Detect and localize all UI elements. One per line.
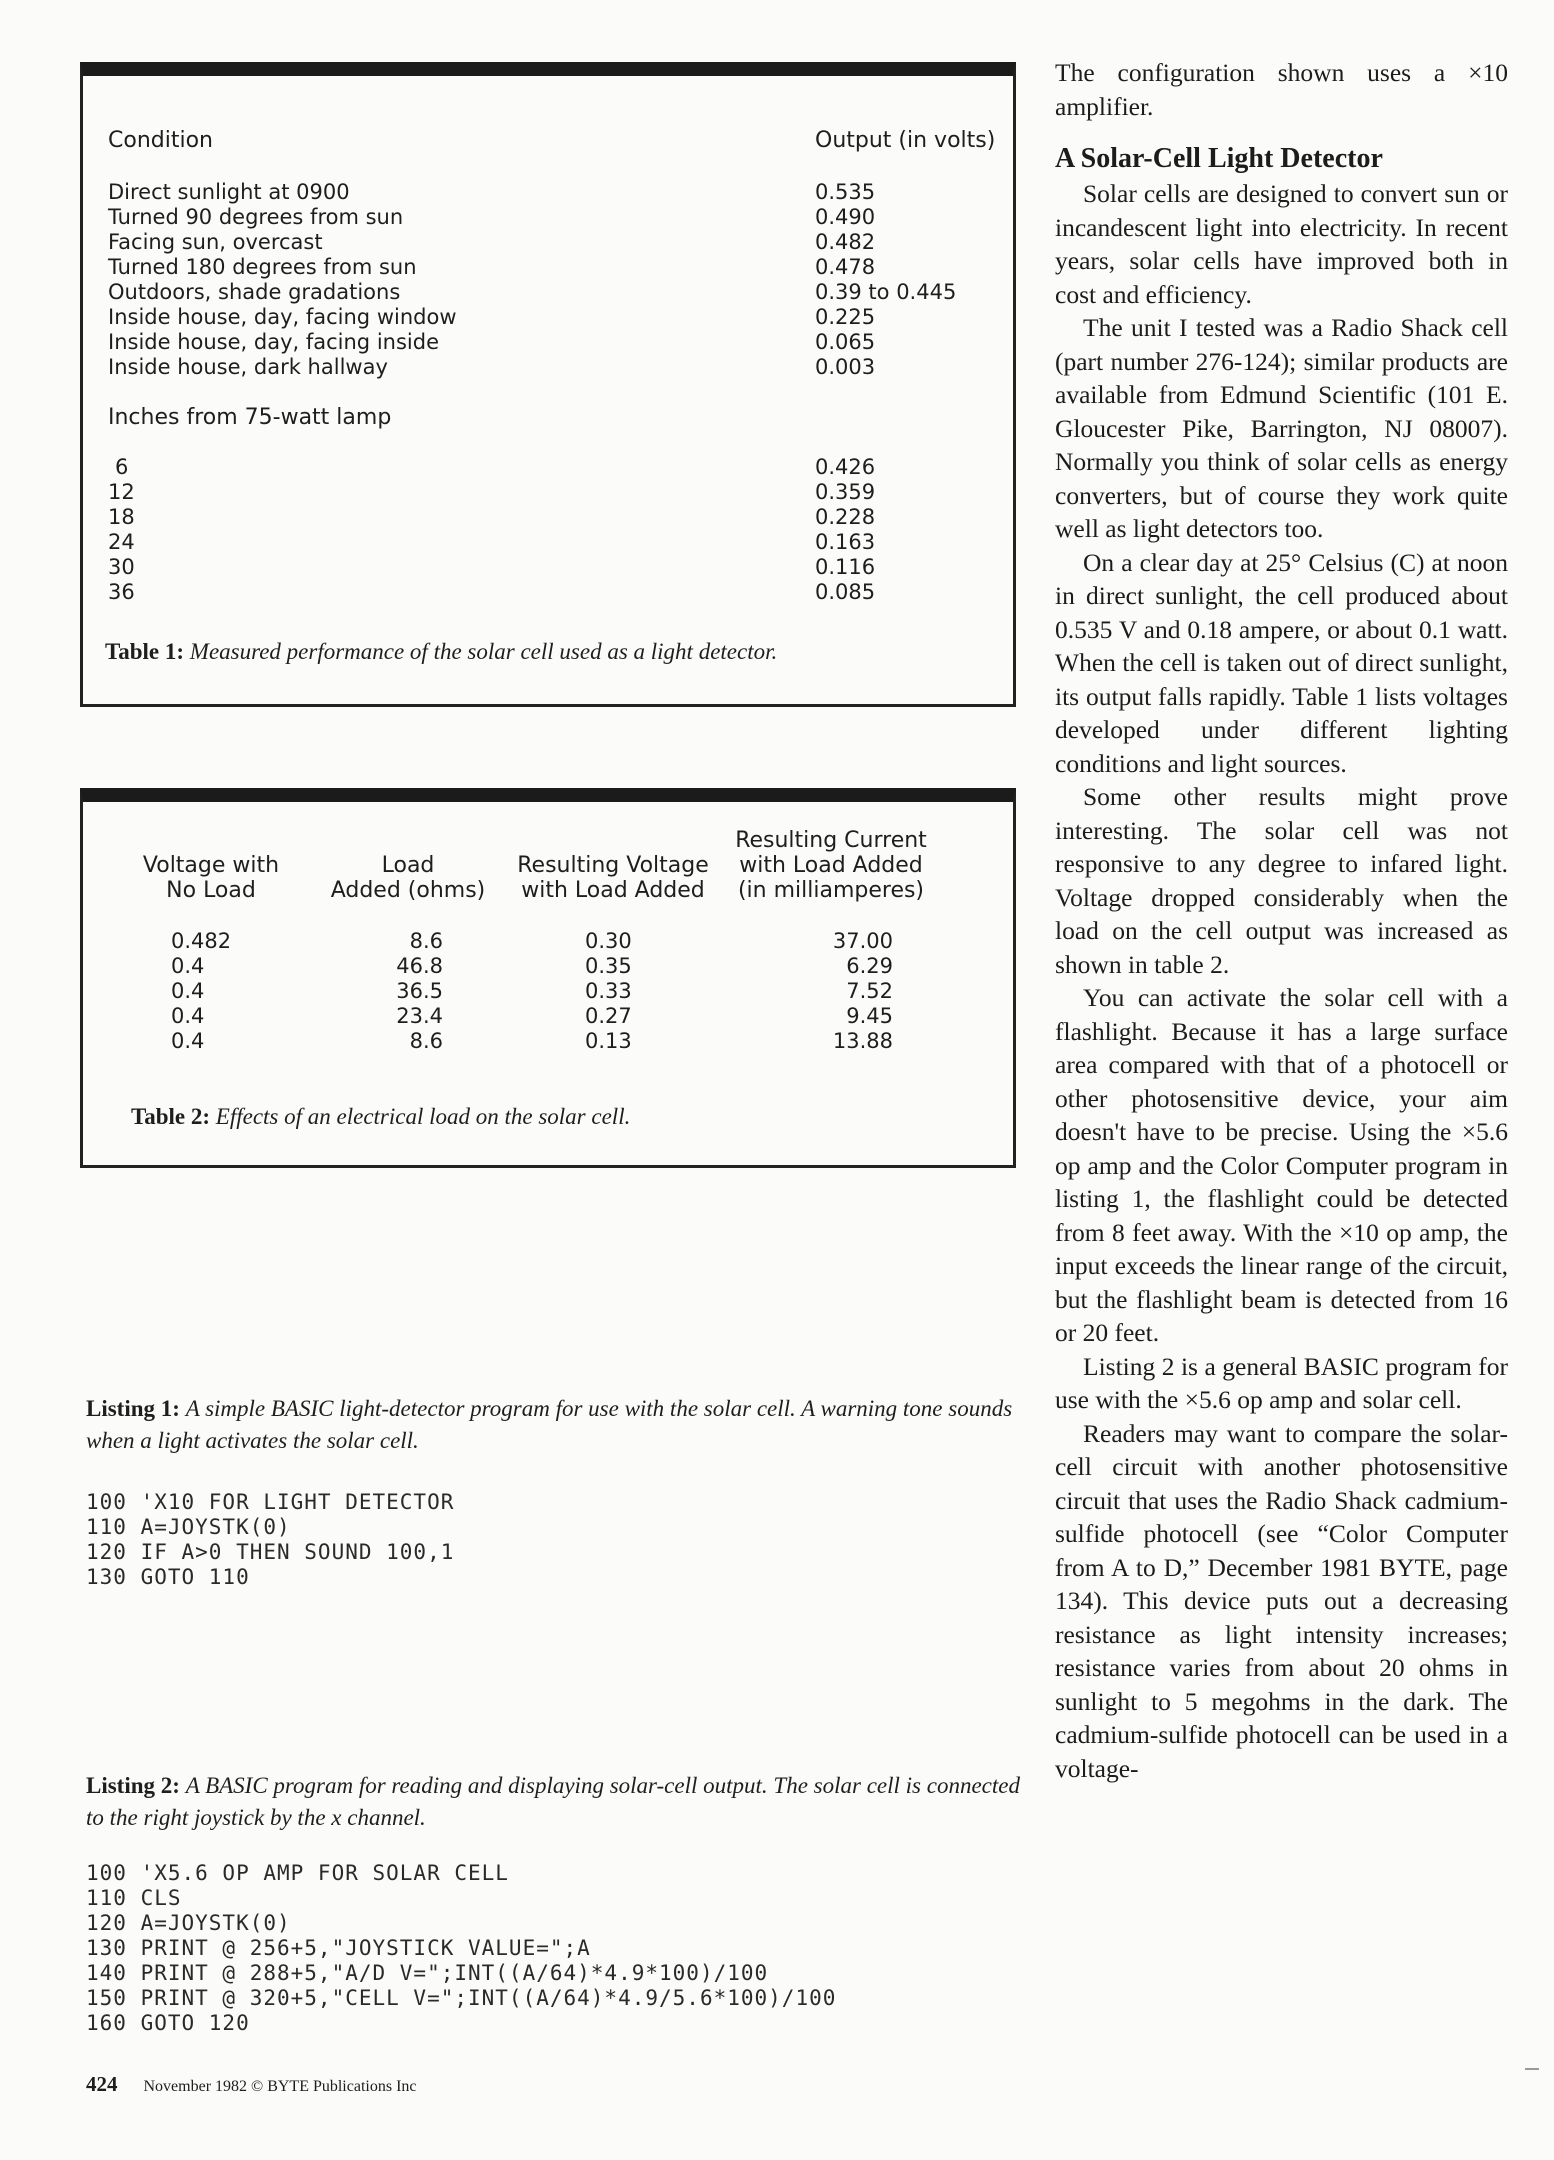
- t1-condition: Turned 90 degrees from sun: [108, 205, 404, 229]
- t1-inches: 24: [108, 530, 135, 554]
- t2-header-line: with Load Added: [521, 878, 705, 903]
- article-column: [1055, 56, 1508, 1785]
- t2-cell: 13.88: [832, 1029, 893, 1053]
- listing-2-code: 100 'X5.6 OP AMP FOR SOLAR CELL 110 CLS 120 A=JOYSTK(0) 130 PRINT @ 256+5,"JOYSTICK VALUE=";A 140 PRINT @ 288+5,"A/D V=";INT((A/64)*4.9*100)/100 150 PRINT @ 320+5,"CELL V=";INT((A/64)*4.9/5.6*100)/100 160 GOTO 120: [86, 1861, 837, 2035]
- margin-mark: [1525, 2068, 1539, 2070]
- t1-header-condition: Condition: [108, 128, 213, 153]
- caption-label: Table 1:: [105, 639, 185, 664]
- t2-header-line: No Load: [166, 878, 256, 903]
- t1-output: 0.478: [815, 255, 876, 279]
- listing-1-caption: [86, 1393, 1026, 1457]
- t2-cell: 0.27: [585, 1004, 632, 1028]
- t1-output: 0.065: [815, 330, 876, 354]
- t2-cell: 7.52: [846, 979, 893, 1003]
- t2-cell: 9.45: [846, 1004, 893, 1028]
- article-paragraph: Solar cells are designed to convert sun or incandescent light into electricity. In recent years, solar cells have improved both in cost and efficiency.: [1055, 179, 1508, 309]
- page-number: 424: [86, 2072, 118, 2096]
- article-paragraph: Some other results might prove interesting. The solar cell was not responsive to any degree to infared light. Voltage dropped considerably when the load on the cell output was increased as shown in table 2.: [1055, 782, 1508, 979]
- listing-1-code: 100 'X10 FOR LIGHT DETECTOR 110 A=JOYSTK(0) 120 IF A>0 THEN SOUND 100,1 130 GOTO 110: [86, 1490, 455, 1589]
- t2-cell: 0.4: [171, 1029, 205, 1053]
- t1-output: 0.225: [815, 305, 876, 329]
- t1-inches: 30: [108, 555, 135, 579]
- t1-header-output: Output (in volts): [815, 128, 996, 153]
- t1-output: 0.116: [815, 555, 876, 579]
- t2-cell: 0.4: [171, 954, 205, 978]
- t2-cell: 46.8: [396, 954, 443, 978]
- t2-cell: 0.4: [171, 979, 205, 1003]
- t2-cell: 0.30: [585, 929, 632, 953]
- listing-label: Listing 2:: [86, 1773, 180, 1798]
- t2-cell: 0.13: [585, 1029, 632, 1053]
- page-footer: [86, 2072, 417, 2097]
- t1-condition: Facing sun, overcast: [108, 230, 323, 254]
- t1-output: 0.482: [815, 230, 876, 254]
- listing-caption-text: A BASIC program for reading and displaying solar-cell output. The solar cell is connected to the right joystick by the x channel.: [86, 1773, 1020, 1830]
- section-heading: A Solar-Cell Light Detector: [1055, 143, 1383, 174]
- t2-header-line: Voltage with: [142, 853, 280, 878]
- t1-inches: 18: [108, 505, 135, 529]
- table-1-caption: [105, 639, 777, 665]
- t2-header-line: Added (ohms): [330, 878, 486, 903]
- table-2-caption: [131, 1104, 630, 1130]
- t1-condition: Outdoors, shade gradations: [108, 280, 401, 304]
- t1-condition: Direct sunlight at 0900: [108, 180, 350, 204]
- t1-output: 0.535: [815, 180, 876, 204]
- t1-condition: Inside house, day, facing window: [108, 305, 457, 329]
- t2-header-line: Load: [381, 853, 435, 878]
- t1-condition: Turned 180 degrees from sun: [108, 255, 417, 279]
- t2-cell: 23.4: [396, 1004, 443, 1028]
- article-paragraph: You can activate the solar cell with a flashlight. Because it has a large surface area compared with that of a photocell or other photosensitive device, your aim doesn't have to be precise. Using the ×5.6 op amp and the Color Computer program in listing 1, the flashlight could be detected from 8 feet away. With the ×10 op amp, the input exceeds the linear range of the circuit, but the flashlight beam is detected from 16 or 20 feet.: [1055, 983, 1508, 1347]
- t1-lamp-header: Inches from 75-watt lamp: [108, 405, 392, 430]
- t1-inches: 6: [115, 455, 129, 479]
- article-paragraph: Readers may want to compare the solar-cell circuit with another photosensitive circuit that uses the Radio Shack cadmium-sulfide photocell (see “Color Computer from A to D,” December 1981 BYTE, page 134). This device puts out a decreasing resistance as light intensity increases; resistance varies from about 20 ohms in sunlight to 5 megohms in the dark. The cadmium-sulfide photocell can be used in a voltage-: [1055, 1418, 1508, 1783]
- caption-text: Measured performance of the solar cell used as a light detector.: [189, 639, 778, 664]
- t1-condition: Inside house, dark hallway: [108, 355, 388, 379]
- t2-cell: 37.00: [832, 929, 893, 953]
- t1-output: 0.426: [815, 455, 876, 479]
- publication-info: November 1982 © BYTE Publications Inc: [143, 2078, 417, 2095]
- t2-header-voltage: [121, 853, 301, 903]
- t2-cell: 36.5: [396, 979, 443, 1003]
- article-paragraph: The unit I tested was a Radio Shack cell (part number 276-124); similar products are available from Edmund Scientific (101 E. Gloucester Pike, Barrington, NJ 08007). Normally you think of solar cells as energy converters, but of course they work quite well as light detectors too.: [1055, 313, 1508, 543]
- t2-header-load: [323, 853, 493, 903]
- article-paragraph: Listing 2 is a general BASIC program for use with the ×5.6 op amp and solar cell.: [1055, 1351, 1508, 1414]
- t2-header-result-voltage: [503, 853, 723, 903]
- t2-cell: 0.35: [585, 954, 632, 978]
- t1-output: 0.490: [815, 205, 876, 229]
- t1-output: 0.163: [815, 530, 876, 554]
- t2-header-line: with Load Added: [739, 853, 923, 878]
- table-2: [80, 788, 1016, 1168]
- caption-text: Effects of an electrical load on the solar cell.: [215, 1104, 631, 1129]
- t2-header-current: [731, 828, 931, 903]
- t2-header-line: Resulting Voltage: [517, 853, 709, 878]
- t1-output: 0.359: [815, 480, 876, 504]
- t1-inches: 12: [108, 480, 135, 504]
- t2-cell: 6.29: [846, 954, 893, 978]
- article-intro: The configuration shown uses a ×10 amplifier.: [1055, 58, 1508, 121]
- t1-inches: 36: [108, 580, 135, 604]
- t2-cell: 0.33: [585, 979, 632, 1003]
- t1-output: 0.228: [815, 505, 876, 529]
- t2-header-line: (in milliamperes): [737, 878, 925, 903]
- caption-label: Table 2:: [131, 1104, 211, 1129]
- t2-header-line: Resulting Current: [735, 828, 927, 853]
- listing-label: Listing 1:: [86, 1396, 180, 1421]
- table-1: [80, 62, 1016, 707]
- listing-caption-text: A simple BASIC light-detector program for use with the solar cell. A warning tone sounds when a light activates the solar cell.: [86, 1396, 1013, 1453]
- t2-cell: 8.6: [409, 929, 443, 953]
- t1-output: 0.085: [815, 580, 876, 604]
- t1-output: 0.003: [815, 355, 876, 379]
- article-paragraph: On a clear day at 25° Celsius (C) at noon in direct sunlight, the cell produced about 0.535 V and 0.18 ampere, or about 0.1 watt. When the cell is taken out of direct sunlight, its output falls rapidly. Table 1 lists voltages developed under different lighting conditions and light sources.: [1055, 547, 1508, 778]
- listing-2-caption: [86, 1770, 1026, 1834]
- t2-cell: 0.4: [171, 1004, 205, 1028]
- t1-output: 0.39 to 0.445: [815, 280, 957, 304]
- t2-cell: 0.482: [171, 929, 232, 953]
- t2-cell: 8.6: [409, 1029, 443, 1053]
- t1-condition: Inside house, day, facing inside: [108, 330, 439, 354]
